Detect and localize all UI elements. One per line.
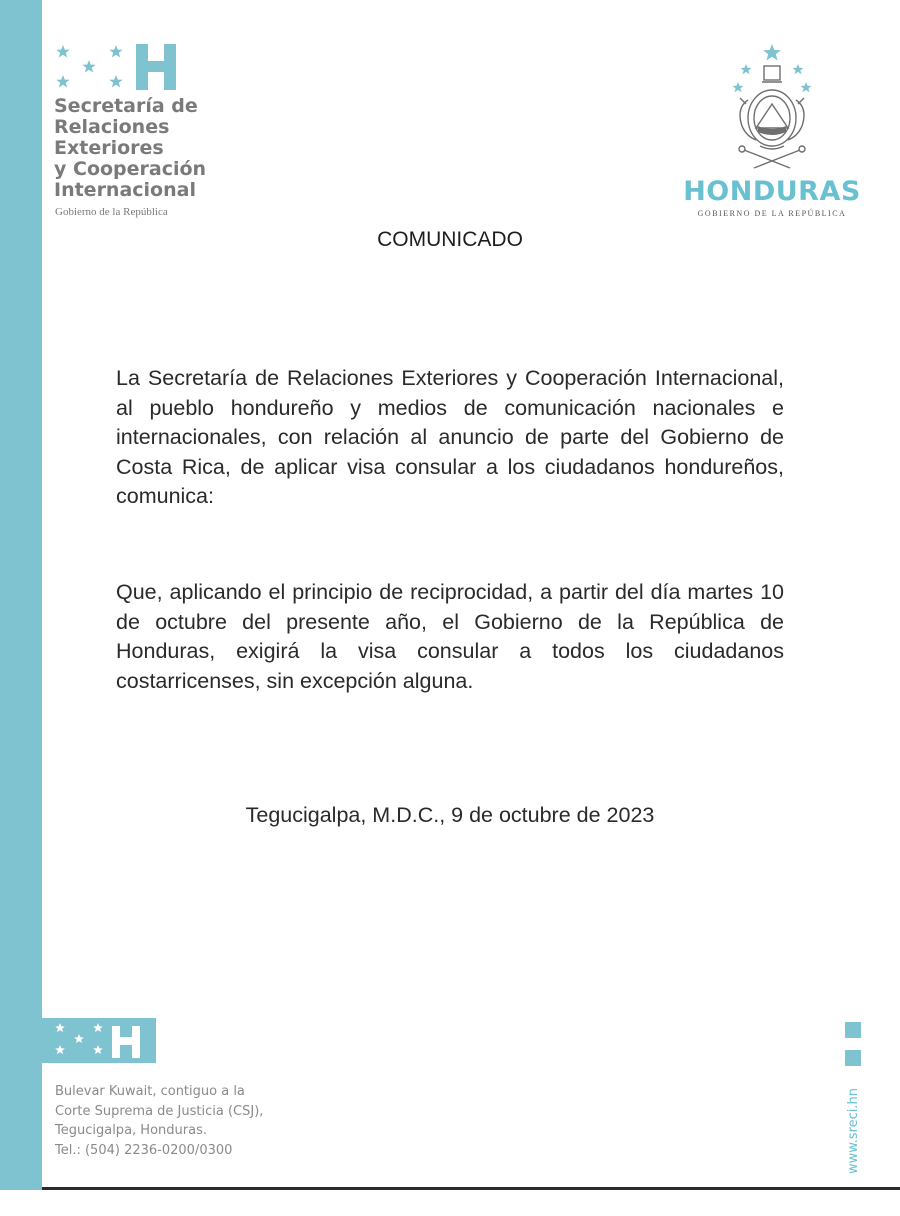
document-heading: COMUNICADO: [377, 228, 523, 251]
ministry-name-line: Secretaría de: [54, 95, 198, 117]
footer-address: [55, 1082, 263, 1160]
ministry-name-line: y Cooperación: [54, 158, 207, 180]
ministry-name: [54, 96, 274, 201]
ministry-name-line: Exteriores: [54, 137, 164, 159]
paragraph-intro: La Secretaría de Relaciones Exteriores y Cooperación Internacional, al pueblo hondureño y medios de comunicación nacionales e internacionales, con relación al anuncio de parte del Gobierno de Costa Rica, de aplicar visa consular a los ciudadanos hondureños, comunica:: [116, 366, 784, 509]
paragraph-announcement: Que, aplicando el principio de reciprocidad, a partir del día martes 10 de octubre del presente año, el Gobierno de la República de Honduras, exigirá la visa consular a todos los ciudadanos costarricenses, sin excepción alguna.: [116, 580, 784, 693]
address-phone: Tel.: (504) 2236-0200/0300: [55, 1142, 233, 1158]
address-line: Tegucigalpa, Honduras.: [55, 1123, 207, 1138]
country-logo-subtitle: GOBIERNO DE LA REPÚBLICA: [697, 209, 847, 218]
decorative-square: [845, 1022, 861, 1038]
ministry-government-label: Gobierno de la República: [55, 206, 168, 218]
ministry-name-line: Internacional: [54, 179, 196, 201]
website-link[interactable]: www.sreci.hn: [846, 1087, 861, 1175]
ministry-name-line: Relaciones: [54, 116, 170, 138]
side-color-band: [0, 0, 42, 1190]
address-line: Corte Suprema de Justicia (CSJ),: [55, 1103, 264, 1119]
country-logo-title: HONDURAS: [683, 176, 861, 207]
footer-logo-icon: [42, 1018, 156, 1063]
place-date-line: Tegucigalpa, M.D.C., 9 de octubre de 2023: [245, 803, 655, 827]
address-line: Bulevar Kuwait, contiguo a la: [55, 1084, 245, 1099]
